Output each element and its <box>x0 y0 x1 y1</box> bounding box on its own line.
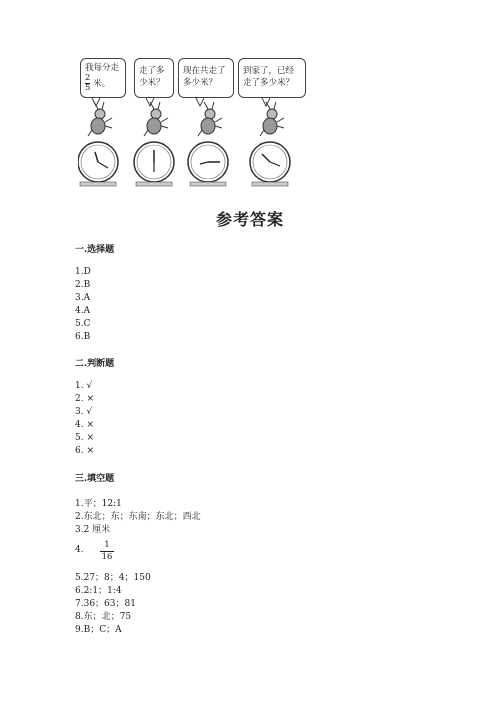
answer-line: 1.D <box>75 267 91 277</box>
answer-line: 4.A <box>75 306 91 316</box>
answer-line: 6.2:1；1:4 <box>75 586 122 596</box>
answer-line: 9.B；C；A <box>75 625 122 635</box>
clock-icon <box>250 142 290 186</box>
ant-icon <box>260 102 284 136</box>
answer-line: 5. × <box>75 433 94 443</box>
answer-line: 6. × <box>75 446 94 456</box>
answer-line: 4. × <box>75 420 94 430</box>
page-title: 参考答案 <box>215 210 284 229</box>
answer-line: 1. √ <box>75 381 93 391</box>
answer-fraction <box>100 541 114 562</box>
answer-line: 3.2 厘米 <box>75 525 111 535</box>
bubble-4-text: 到家了，已经走了多少米？ <box>243 66 295 88</box>
ant-clock-illustration <box>78 58 310 188</box>
bubble-1-text-b: 米。 <box>93 79 111 89</box>
answer-line: 2.东北；东；东南；东北；西北 <box>75 512 201 522</box>
answer-line: 6.B <box>75 332 91 342</box>
answer-line: 5.C <box>75 319 91 329</box>
answer-line: 1.平；12:1 <box>75 499 122 509</box>
answer-line: 5.27；8；4；150 <box>75 573 151 583</box>
clock-icon <box>78 142 118 186</box>
bubble-1-denominator: 5 <box>85 83 91 93</box>
ants-and-clocks <box>78 58 310 188</box>
clock-icon <box>188 142 228 186</box>
answer-line: 8.东；北；75 <box>75 612 132 622</box>
clock-icon <box>134 142 174 186</box>
ant-icon <box>144 102 168 136</box>
ant-icon <box>198 102 222 136</box>
answer-line: 7.36；63；81 <box>75 599 136 609</box>
answer-line: 3. √ <box>75 407 93 417</box>
bubble-1-text-a: 我每分走 <box>85 63 120 73</box>
ant-icon <box>88 102 112 136</box>
fraction-denominator: 16 <box>101 552 113 562</box>
answer-line: 2.B <box>75 280 91 290</box>
answer-line-label: 4. <box>75 545 84 555</box>
bubble-1-numerator: 2 <box>85 73 91 83</box>
bubble-3-text: 现在共走了多少米？ <box>183 66 226 88</box>
section-heading-fill: 三.填空题 <box>75 474 115 484</box>
section-heading-judgment: 二.判断题 <box>75 359 115 369</box>
fraction-numerator: 1 <box>104 540 110 550</box>
answer-line: 2. × <box>75 394 94 404</box>
bubble-2-text: 走了多少米？ <box>139 66 165 88</box>
answer-line: 3.A <box>75 293 91 303</box>
section-heading-choice: 一.选择题 <box>75 245 115 255</box>
